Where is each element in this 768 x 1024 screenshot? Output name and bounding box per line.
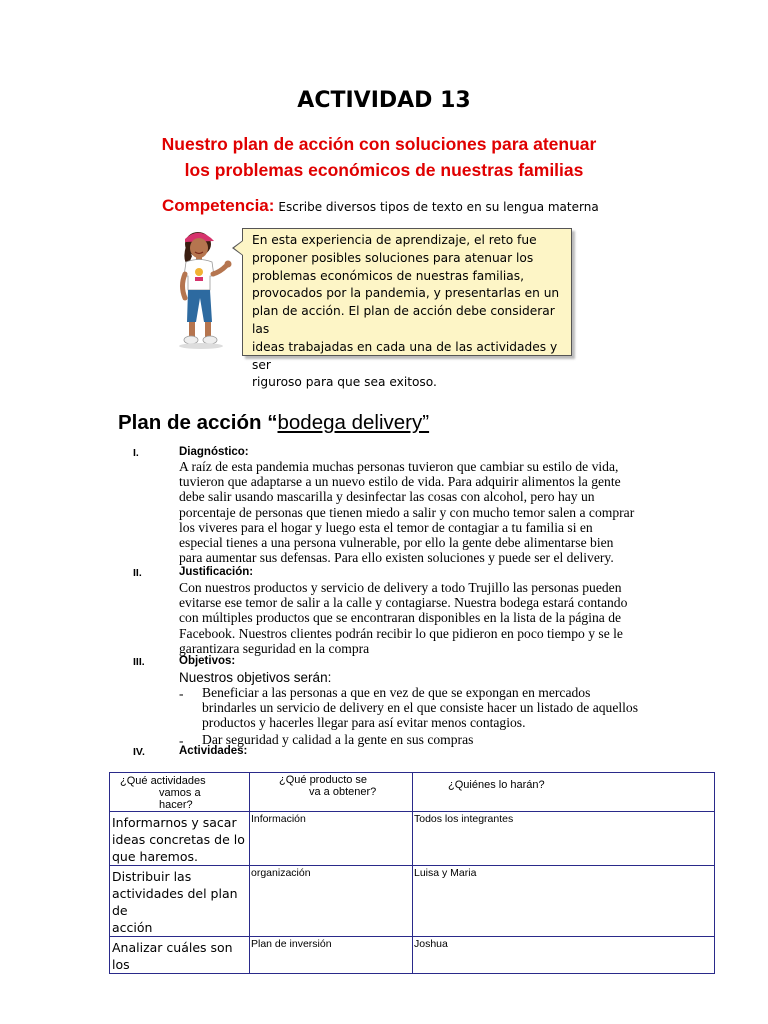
cell-who: Joshua [413,937,715,974]
competencia-label: Competencia: [162,196,275,215]
competencia-line [162,196,599,216]
bubble-line: ideas trabajadas en cada una de las actividades y ser [252,339,558,372]
body-line: Con nuestros productos y servicio de delivery a todo Trujillo las personas pueden [179,580,622,595]
body-line: evitarse ese temor de salir a la calle y contagiarse. Nuestra bodega estará contando [179,595,628,611]
cell-line: ideas concretas de lo [112,832,245,847]
section-body-diagnostico [179,459,659,565]
bubble-line: provocados por la pandemia, y presentarlas en un [252,286,560,301]
body-line: garantizara seguridad en la compra [179,640,370,656]
bubble-line: En esta experiencia de aprendizaje, el reto fue [252,233,537,247]
bubble-line: riguroso para que sea exitoso. [252,375,437,390]
competencia-text: Escribe diversos tipos de texto en su lengua materna [278,200,599,214]
bubble-line: plan de acción. El plan de acción debe considerar las [252,304,555,336]
speech-bubble [242,228,572,390]
section-number: IV. [133,746,145,758]
table-row [110,937,715,974]
header-activities [110,773,250,812]
speech-bubble-tail-fill [234,241,243,255]
body-line: brindarles un servicio de delivery en el que consiste hacer un listado de aquellos [202,700,638,716]
section-heading-justificacion: Justificación: [179,566,254,578]
cell-product: Información [250,812,413,866]
section-heading-objetivos: Objetivos: [179,655,236,667]
girl-character-illustration [168,226,238,354]
body-line: debe salir usando mascarilla y desinfectar las cosas con alcohol, pero hay un [179,489,595,505]
header-line: ¿Quiénes lo harán? [448,779,545,791]
plan-title-prefix: Plan de acción “ [118,411,278,434]
body-line: especial tienes a una persona vulnerable, por ello la gente debe alimentarse bien [179,535,614,551]
table-row [110,812,715,866]
body-line: Facebook. Nuestros clientes podrán recibir lo que pidieron en poco tiempo y se le [179,625,623,641]
section-heading-diagnostico: Diagnóstico: [179,446,249,458]
subtitle-line-1: Nuestro plan de acción con soluciones para atenuar [161,134,597,154]
header-product [250,773,413,812]
objetivo-item-2: Dar seguridad y calidad a la gente en sus compras [202,732,474,747]
activities-table [109,772,715,974]
cell-line: actividades del plan de [112,886,238,918]
section-number: I. [133,447,139,459]
header-line: ¿Qué producto se [279,774,368,786]
cell-line: que haremos. [112,849,198,864]
bubble-line: proponer posibles soluciones para atenuar los [252,250,534,265]
header-line: hacer? [159,799,193,811]
page-title: ACTIVIDAD 13 [297,88,471,113]
objetivo-item-1 [202,685,672,731]
bubble-line: problemas económicos de nuestras familias, [252,268,524,283]
bullet-marker: - [179,733,184,748]
body-line: productos y hacerles llegar para así evitar menos contagios. [202,715,526,731]
body-line: tuvieron que adaptarse a un nuevo estilo de vida. Para adquirir alimentos la gente [179,474,621,490]
subtitle-line-2: los problemas económicos de nuestras familias [184,160,584,180]
cell-product: Plan de inversión [250,937,413,974]
body-line: A raíz de esta pandemia muchas personas tuvieron que cambiar su estilo de vida, [179,459,619,474]
cell-line: Analizar cuáles son los [112,940,233,972]
body-line: Beneficiar a las personas a que en vez de que se expongan en mercados [202,685,591,700]
cell-who: Luisa y Maria [413,866,715,937]
section-number: III. [133,656,145,668]
objetivos-intro: Nuestros objetivos serán: [179,670,332,685]
cell-activity [110,866,250,937]
bullet-marker: - [179,686,184,701]
body-line: con múltiples productos que se encontraran disponibles en la lista de la página de [179,610,622,626]
cell-product: organización [250,866,413,937]
header-line: vamos a [159,787,201,799]
body-line: los viveres para el hogar y luego esta el temor de contagiar a tu familia si en [179,519,593,535]
header-line: ¿Qué actividades [120,775,206,787]
cell-line: acción [112,920,153,935]
section-heading-actividades: Actividades: [179,745,248,757]
cell-line: Distribuir las [112,869,192,884]
plan-title [118,411,429,435]
body-line: porcentaje de personas que tienen miedo a salir y con mucho temor salen a comprar [179,504,635,520]
section-number: II. [133,567,142,579]
table-header-row [110,773,715,812]
table-row [110,866,715,937]
section-body-justificacion [179,580,659,656]
header-who [413,773,715,812]
header-line: va a obtener? [309,786,377,798]
cell-activity [110,937,250,974]
body-line: para aumentar sus defensas. Para ello existen soluciones y puede ser el delivery. [179,550,614,566]
cell-activity [110,812,250,866]
cell-who: Todos los integrantes [413,812,715,866]
plan-name: bodega delivery” [277,411,430,434]
cell-line: Informarnos y sacar [112,815,237,830]
